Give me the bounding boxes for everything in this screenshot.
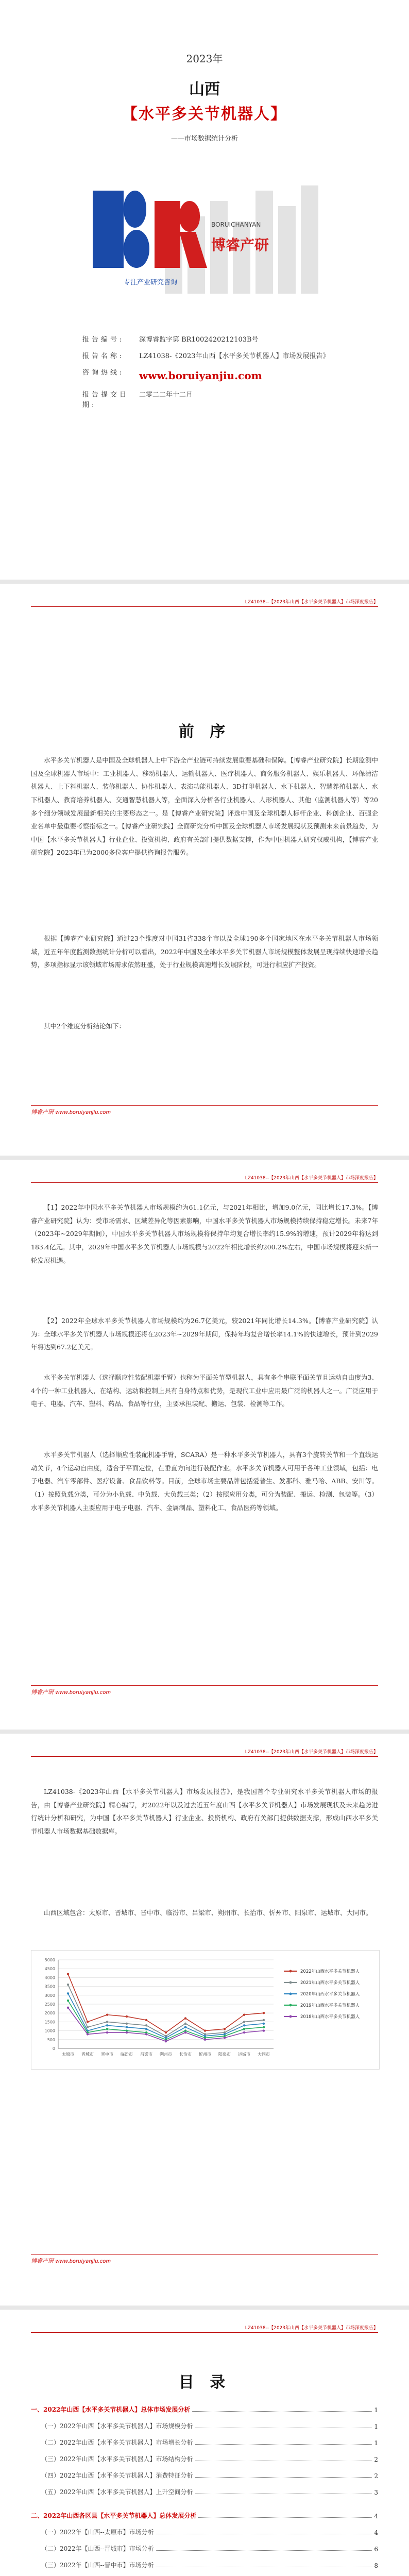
chart-data-point (224, 2037, 226, 2039)
preface-paragraph: 水平多关节机器人是中国及全球机器人上中下游全产业链可持续发展重要基础和保障。【博睿产业研究院】长期监测中国及全球机器人市场中：工业机器人、移动机器人、运输机器人、医疗机器人、商务服务机器人、娱乐机器人、环保清洁机器人、上下料机器人、装修机器人、协作机器人、表演功能机器人、3D打印机器人、水下机器人、智慧养殖机器人、水下机器人、教育培养机器人、交通智慧机器人等，全面深入分析各行业机器人、人形机器人、其他（监测机器人等）等20多个细分领域发展最新相关的主要形态之一。是【博睿产业研究院】评选中国及全球机器人标杆企业、科创企业、百强企业名单中最重要考察指标之一。【博睿产业研究院】全面研究分析中国及全球机器人市场发展现状及预测未来前景趋势，为中国【水平多关节机器人】行业企业、投资机构、政府有关部门提供数据支撑，作为中国机器人研究权威机构，【博睿产业研究院】2023年已为2000多位客户提供咨询报告服务。 (31, 756, 378, 857)
report-page (0, 1734, 409, 2306)
toc-page-number: 3 (374, 2489, 378, 2496)
toc-item-text: （二）2022年山西【水平多关节机器人】市场增长分析 (41, 2439, 193, 2446)
page-divider (0, 1156, 409, 1160)
footer-url[interactable]: www.boruiyanjiu.com (55, 1110, 111, 1115)
chart-data-point (243, 2024, 245, 2026)
toc-page-number: 1 (374, 2406, 378, 2414)
logo-r-shape (155, 201, 180, 268)
preface-title: 前 序 (178, 723, 231, 741)
chart-series-line (68, 1993, 264, 2038)
findings-paragraph: 水平多关节机器人（选择顺应性装配机器手臂）也称为平面关节型机器人，具有多个串联平面关节且运动自由度为3、4个的一种工业机器人，在结构、运动和控制上具有自身特点和优势，是现代工业中应用最广泛的机器人之一。广泛应用于电子、电器、汽车、塑料、药品、食品等行业，主要承担装配、搬运、包装、检测等工作。 (31, 1374, 378, 1408)
footer-brand: 博睿产研 (31, 1109, 54, 1115)
preface-paragraph: 其中2个维度分析结论如下： (44, 1022, 125, 1030)
chart-y-tick-label: 1000 (44, 2028, 55, 2033)
info-hotline: 咨询热线: www.boruiyanjiu.com (82, 368, 350, 384)
toc-page-number: 4 (374, 2513, 378, 2520)
chart-y-tick-label: 3500 (44, 1984, 55, 1989)
line-chart (31, 1951, 379, 2069)
chart-x-tick-label: 晋城市 (81, 2052, 94, 2057)
page-divider (0, 1730, 409, 1734)
cover-region: 山西 (189, 80, 220, 98)
cover-logo-graphic (72, 155, 361, 309)
logo-pinyin: BORUICHANYAN (211, 221, 261, 228)
chart-data-point (106, 2031, 108, 2033)
toc-item[interactable] (31, 2468, 378, 2480)
chart-series-line (68, 1974, 264, 2033)
chart-data-point (204, 2039, 206, 2041)
page-divider (0, 2306, 409, 2310)
chart-data-point (224, 2028, 226, 2030)
toc-item[interactable] (31, 2435, 378, 2447)
findings-paragraph: 【1】2022年中国水平多关节机器人市场规模约为61.1亿元，与2021年相比，增加9.0亿元，同比增长17.3%。【博睿产业研究院】认为：受市场需求、区域差异化等因素影响，中国水平多关节机器人市场规模持续保持稳定增长。未来7年（2023年~2029年期间），中国水平多关节机器人市场规模将保持年均复合增长率约15.9%的增速，预计2029年将达到183.4亿元。其中，2029年中国水平多关节机器人市场规模与2022年相比增长约200.2%左右，中国市场规模将迎来新一轮发展机遇。 (31, 1204, 378, 1264)
toc-page-number: 8 (374, 2562, 378, 2569)
info-report-no: 报告编号: 深博睿监字第 BR1002420212103B号 (82, 336, 259, 344)
toc-item-text: 二、2022年山西各区县【水平多关节机器人】总体发展分析 (31, 2512, 197, 2519)
chart-data-point (126, 2026, 128, 2028)
chart-x-tick-label: 太原市 (62, 2052, 74, 2057)
toc-item[interactable] (31, 2419, 378, 2430)
toc-page-number: 4 (374, 2529, 378, 2536)
findings-paragraph: 水平多关节机器人（选择顺应性装配机器手臂，SCARA）是一种水平多关节机器人，具有3个旋转关节和一个直线运动关节，4个运动自由度，适合于平面定位，在垂直方向进行装配作业。水平多关节机器人可用于各种工业领域，包括：电子电器、汽车零部件、医疗设备、食品饮料等。目前，全球市场主要品牌包括爱普生、发那科、雅马哈、ABB、安川等。（1）按照负载分类，可分为小负载、中负载、大负载三类；（2）按照应用分类，可分为装配、搬运、检测、包装等。（3）水平多关节机器人主要应用于电子电器、汽车、金属制品、塑料化工、食品医药等领域。 (31, 1451, 378, 1512)
chart-y-tick-label: 5000 (44, 1958, 55, 1962)
chart-legend-label: 2022年山西水平多关节机器人 (300, 1969, 360, 1974)
chart-x-tick-label: 长治市 (179, 2052, 192, 2057)
toc-page-number: 1 (374, 2423, 378, 2430)
chart-legend-label: 2018年山西水平多关节机器人 (300, 2014, 360, 2020)
chart-y-tick-label: 2000 (44, 2011, 55, 2016)
toc-item[interactable] (31, 2485, 378, 2496)
chart-data-point (126, 2015, 128, 2018)
chart-data-point (106, 2024, 108, 2026)
toc-item-text: （二）2022年【山西--晋城市】市场分析 (41, 2545, 154, 2552)
chart-y-tick-label: 0 (52, 2046, 55, 2051)
chart-data-point (184, 2017, 186, 2019)
running-header: LZ41038--【2023年山西【水平多关节机器人】市场深度报告】 (31, 1748, 378, 1757)
chart-legend-marker (289, 1970, 292, 1973)
toc-leader-dots (192, 2411, 372, 2412)
toc-item[interactable] (31, 2402, 378, 2414)
toc-leader-dots (195, 2444, 372, 2445)
chart-y-tick-label: 500 (47, 2037, 55, 2042)
chart-data-point (67, 1992, 69, 1994)
page-footer (31, 1105, 378, 1116)
toc-title: 目 录 (178, 2374, 231, 2392)
toc-item[interactable] (31, 2541, 378, 2553)
chart-x-tick-label: 吕梁市 (140, 2052, 152, 2057)
toc-leader-dots (195, 2477, 372, 2478)
report-paragraph: LZ41038-《2023年山西【水平多关节机器人】市场发展报告》，是我国首个专业研究水平多关节机器人市场的报告，由【博睿产业研究院】精心编写，对2022年以及过去近五年度山西【水平多关节机器人】市场发展现状及未来趋势进行统计分析和研究，为中国【水平多关节机器人】行业企业、投资机构、政府有关部门提供数据支撑，形成山西水平多关节机器人市场数据基础数据库。 (31, 1788, 378, 1835)
footer-brand: 博睿产研 (31, 2258, 54, 2264)
chart-legend-marker (289, 2004, 292, 2007)
toc-item-text: （一）2022年山西【水平多关节机器人】市场规模分析 (41, 2422, 193, 2430)
chart-data-point (87, 2033, 89, 2035)
running-header: LZ41038--【2023年山西【水平多关节机器人】市场深度报告】 (31, 2324, 378, 2333)
chart-data-point (184, 2023, 186, 2025)
chart-x-tick-label: 运城市 (238, 2052, 250, 2057)
chart-x-tick-label: 临汾市 (121, 2052, 133, 2057)
running-header: LZ41038--【2023年山西【水平多关节机器人】市场深度报告】 (31, 1174, 378, 1183)
chart-container (31, 1950, 380, 2070)
page-divider (0, 580, 409, 584)
page-footer (31, 2254, 378, 2265)
chart-x-tick-label: 晋中市 (101, 2052, 113, 2057)
chart-data-point (184, 2026, 186, 2028)
chart-data-point (243, 2031, 245, 2033)
preface-page (0, 584, 409, 1156)
chart-data-point (106, 2028, 108, 2030)
toc-leader-dots (156, 2550, 372, 2551)
cover-title: 【水平多关节机器人】 (122, 105, 287, 123)
cover-subtitle: ——市场数据统计分析 (171, 135, 238, 143)
chart-data-point (145, 2024, 147, 2026)
toc-item-text: （三）2022年山西【水平多关节机器人】市场结构分析 (41, 2455, 193, 2463)
chart-y-tick-label: 4500 (44, 1967, 55, 1972)
chart-data-point (145, 2019, 147, 2021)
chart-data-point (243, 2013, 245, 2015)
chart-data-point (204, 2029, 206, 2031)
chart-data-point (67, 1984, 69, 1986)
info-report-name: 报告名称: LZ41038-《2023年山西【水平多关节机器人】市场发展报告》 (82, 352, 330, 361)
chart-data-point (106, 2013, 108, 2015)
chart-legend-marker (289, 2015, 292, 2018)
footer-brand: 博睿产研 (31, 1689, 54, 1696)
page-footer (31, 1685, 378, 1696)
chart-data-point (263, 2029, 265, 2031)
chart-data-point (87, 2021, 89, 2023)
chart-x-tick-label: 阳泉市 (218, 2052, 231, 2057)
chart-data-point (145, 2033, 147, 2035)
chart-legend-label: 2020年山西水平多关节机器人 (300, 1992, 360, 1997)
cover-page (0, 0, 409, 580)
hotline-link[interactable]: www.boruiyanjiu.com (139, 369, 262, 382)
chart-data-point (165, 2040, 167, 2042)
chart-legend-label: 2021年山西水平多关节机器人 (300, 1980, 360, 1986)
chart-data-point (126, 2031, 128, 2033)
logo-slogan: 专注产业研究咨询 (124, 279, 178, 286)
chart-data-point (243, 2021, 245, 2023)
toc-leader-dots (198, 2517, 372, 2518)
chart-data-point (165, 2031, 167, 2033)
toc-item[interactable] (31, 2558, 378, 2569)
running-header: LZ41038--【2023年山西【水平多关节机器人】市场深度报告】 (31, 598, 378, 607)
chart-legend-marker (289, 1981, 292, 1984)
chart-data-point (106, 2021, 108, 2023)
toc-page (0, 2310, 409, 2576)
chart-x-tick-label: 忻州市 (199, 2052, 211, 2057)
chart-x-tick-label: 大同市 (258, 2052, 270, 2057)
toc-item[interactable] (31, 2509, 378, 2520)
chart-data-point (145, 2028, 147, 2030)
chart-y-tick-label: 1500 (44, 2020, 55, 2025)
toc-page-number: 2 (374, 2472, 378, 2480)
cover-info (82, 335, 350, 417)
chart-data-point (263, 2019, 265, 2021)
report-paragraph: 山西区域包含：太原市、晋城市、晋中市、临汾市、吕梁市、朔州市、长治市、忻州市、阳泉市、运城市、大同市。 (44, 1909, 372, 1917)
toc-item-text: 一、2022年山西【水平多关节机器人】总体市场发展分析 (31, 2406, 191, 2413)
logo-cn-text: 博睿产研 (211, 236, 269, 253)
toc-page-number: 1 (374, 2439, 378, 2447)
chart-legend-marker (289, 1993, 292, 1995)
toc-item[interactable] (31, 2452, 378, 2463)
chart-y-tick-label: 4000 (44, 1975, 55, 1980)
chart-data-point (263, 2012, 265, 2014)
toc-item-text: （三）2022年【山西--晋中市】市场分析 (41, 2562, 154, 2569)
chart-data-point (67, 2007, 69, 2009)
chart-x-tick-label: 朔州市 (160, 2052, 172, 2057)
chart-data-point (126, 2023, 128, 2025)
chart-data-point (87, 2026, 89, 2028)
chart-y-tick-label: 2500 (44, 2002, 55, 2007)
toc-page-number: 2 (374, 2456, 378, 2463)
footer-url[interactable]: www.boruiyanjiu.com (55, 1690, 111, 1696)
info-submit-date: 报告提交日期: 二零二二年十二月 (82, 391, 193, 410)
toc-item[interactable] (31, 2525, 378, 2536)
toc-item-text: （五）2022年山西【水平多关节机器人】上升空间分析 (41, 2488, 193, 2496)
logo-b-shape (93, 191, 124, 268)
chart-data-point (67, 1999, 69, 2002)
chart-data-point (263, 2026, 265, 2028)
footer-url[interactable]: www.boruiyanjiu.com (55, 2259, 111, 2264)
toc-item-text: （四）2022年山西【水平多关节机器人】消费特征分析 (41, 2472, 193, 2479)
findings-paragraph: 【2】2022年全球水平多关节机器人市场规模约为26.7亿美元，较2021年同比增长14.3%。【博睿产业研究院】认为：全球水平多关节机器人市场规模还将在2023年~2029年期间，保持年均复合增长率14.1%的快速增长，预计到2029年将达到67.2亿美元。 (31, 1317, 378, 1351)
chart-data-point (67, 1973, 69, 1975)
preface-paragraph: 根据【博睿产业研究院】通过23个维度对中国31省338个市以及全球190多个国家地区在水平多关节机器人市场领域，近五年年度监测数据统计分析可以看出，2022年中国及全球水平多关节机器人市场规模整体发展呈现持续快速增长趋势，多项指标显示该领域市场需求依然旺盛，处于行业规模高速增长发展阶段，可进行相应扩产投资。 (31, 935, 378, 969)
chart-data-point (184, 2031, 186, 2033)
toc-item-text: （一）2022年【山西--太原市】市场分析 (41, 2529, 154, 2536)
chart-y-tick-label: 3000 (44, 1993, 55, 1998)
toc-page-number: 6 (374, 2546, 378, 2553)
chart-data-point (263, 2023, 265, 2025)
cover-year: 2023年 (186, 53, 223, 65)
chart-legend-label: 2019年山西水平多关节机器人 (300, 2003, 360, 2008)
chart-data-point (243, 2028, 245, 2030)
findings-page (0, 1160, 409, 1730)
